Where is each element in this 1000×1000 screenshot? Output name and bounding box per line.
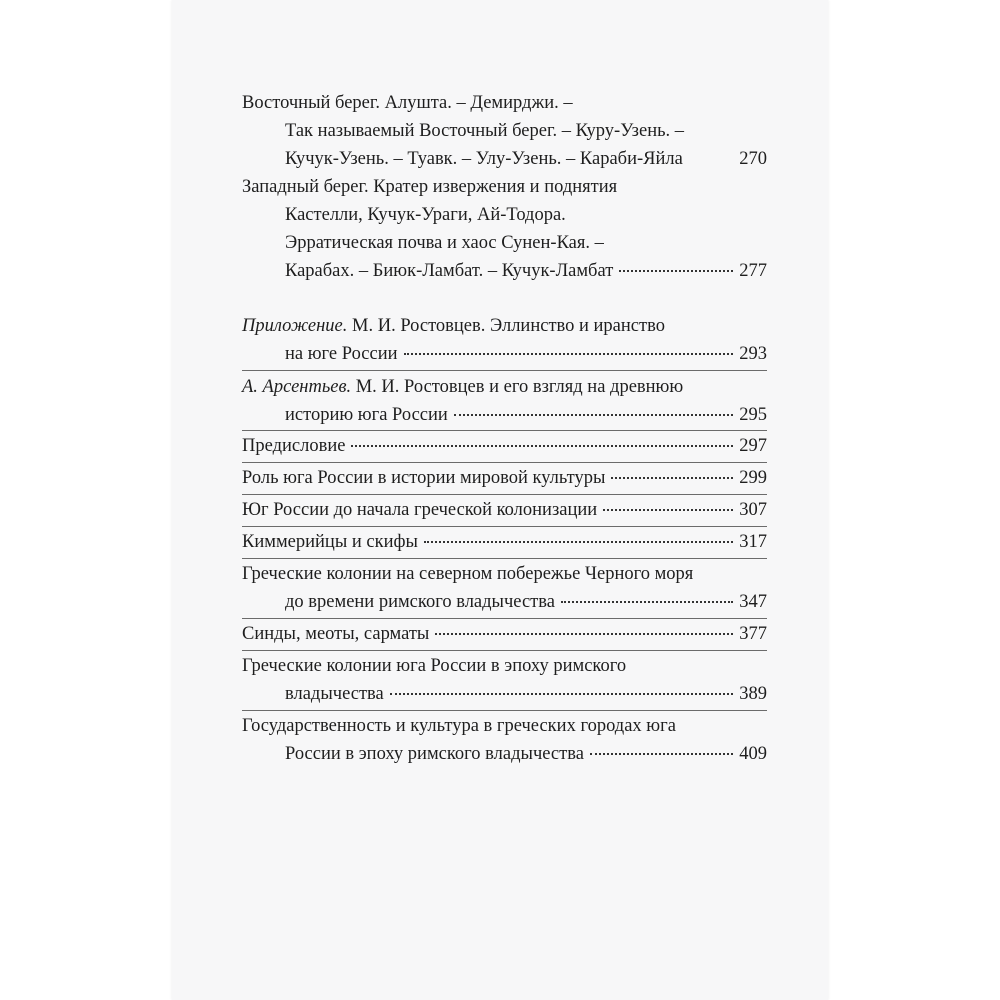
- leader-dots: [351, 445, 733, 447]
- toc-text: историю юга России: [285, 405, 448, 425]
- page-number: 307: [739, 500, 767, 520]
- toc-text: Предисловие: [242, 436, 346, 456]
- toc-line: [285, 229, 767, 257]
- toc-text: Киммерийцы и скифы: [242, 532, 418, 552]
- appendix-label: Приложение.: [242, 316, 348, 336]
- toc-text: Эрратическая почва и хаос Сунен-Кая. –: [285, 233, 604, 253]
- toc-text: Греческие колонии на северном побережье Черного моря: [242, 564, 694, 584]
- toc-entry[interactable]: [242, 620, 767, 648]
- toc-text: на юге России: [285, 344, 398, 364]
- toc-entry[interactable]: [242, 528, 767, 556]
- page-number: 377: [739, 624, 767, 644]
- toc-text: Западный берег. Кратер извержения и поднятия: [242, 177, 618, 197]
- toc-line: [285, 201, 767, 229]
- toc-text: Карабах. – Биюк-Ламбат. – Кучук-Ламбат: [285, 261, 614, 281]
- toc-entry[interactable]: [242, 652, 767, 680]
- page-number: 299: [739, 468, 767, 488]
- toc-entry-appendix[interactable]: [242, 312, 767, 340]
- toc-entry[interactable]: [242, 712, 767, 740]
- leader-dots: [590, 753, 733, 755]
- divider: [242, 494, 767, 495]
- toc-text: Роль юга России в истории мировой культуры: [242, 468, 606, 488]
- toc-line: [285, 117, 767, 145]
- page-number: 347: [739, 592, 767, 612]
- toc-entry-appendix[interactable]: [285, 340, 767, 368]
- toc-text: Юг России до начала греческой колонизации: [242, 500, 598, 520]
- toc-entry[interactable]: [285, 740, 767, 768]
- leader-dots: [424, 541, 733, 543]
- page-number: 409: [739, 744, 767, 764]
- toc-entry-arsentyev[interactable]: [242, 373, 767, 401]
- toc-entry[interactable]: [242, 432, 767, 460]
- leader-dots: [603, 509, 733, 511]
- book-page: [172, 0, 828, 1000]
- page-number: 295: [739, 405, 767, 425]
- toc-line: [285, 257, 767, 285]
- toc-text: Кастелли, Кучук-Ураги, Ай-Тодора.: [285, 205, 566, 225]
- toc-line: [242, 89, 767, 117]
- page-number: 270: [739, 149, 767, 169]
- toc-text: владычества: [285, 684, 384, 704]
- leader-dots: [561, 601, 733, 603]
- leader-dots: [619, 270, 733, 272]
- divider: [242, 430, 767, 431]
- toc-text: Кучук-Узень. – Туавк. – Улу-Узень. – Караби-Яйла: [285, 149, 683, 169]
- author-name: А. Арсентьев.: [242, 377, 352, 397]
- page-number: 293: [739, 344, 767, 364]
- divider: [242, 462, 767, 463]
- toc-entry-arsentyev[interactable]: [285, 401, 767, 429]
- toc-text: М. И. Ростовцев. Эллинство и иранство: [347, 316, 665, 336]
- divider: [242, 710, 767, 711]
- leader-dots: [454, 414, 733, 416]
- toc-entry[interactable]: [285, 680, 767, 708]
- toc-text: Государственность и культура в греческих городах юга: [242, 716, 676, 736]
- page-number: 277: [739, 261, 767, 281]
- toc-entry[interactable]: [242, 464, 767, 492]
- toc-entry[interactable]: [242, 496, 767, 524]
- leader-dots: [611, 477, 733, 479]
- leader-dots: [404, 353, 734, 355]
- divider: [242, 526, 767, 527]
- page-number: 297: [739, 436, 767, 456]
- toc-text: М. И. Ростовцев и его взгляд на древнюю: [351, 377, 684, 397]
- toc-text: Греческие колонии юга России в эпоху римского: [242, 656, 627, 676]
- toc-entry[interactable]: [285, 588, 767, 616]
- toc-line: [242, 173, 767, 201]
- toc-text: Так называемый Восточный берег. – Куру-Узень. –: [285, 121, 685, 141]
- toc-text: России в эпоху римского владычества: [285, 744, 584, 764]
- divider: [242, 650, 767, 651]
- leader-dots: [390, 693, 733, 695]
- page-number: 389: [739, 684, 767, 704]
- divider: [242, 618, 767, 619]
- toc-text: до времени римского владычества: [285, 592, 555, 612]
- toc-line: [285, 145, 767, 173]
- divider: [242, 370, 767, 371]
- toc-entry[interactable]: [242, 560, 767, 588]
- toc-text: Восточный берег. Алушта. – Демирджи. –: [242, 93, 573, 113]
- divider: [242, 558, 767, 559]
- leader-dots: [435, 633, 733, 635]
- toc-text: Синды, меоты, сарматы: [242, 624, 430, 644]
- page-number: 317: [739, 532, 767, 552]
